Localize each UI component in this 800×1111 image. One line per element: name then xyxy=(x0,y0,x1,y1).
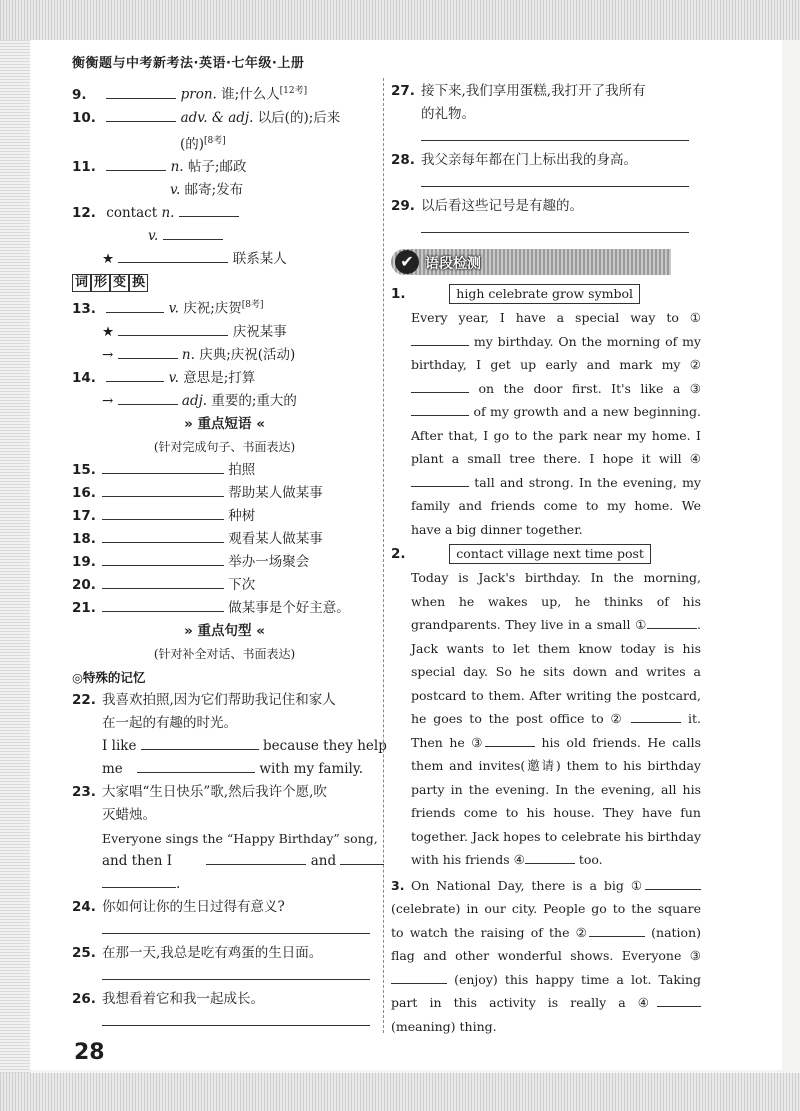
scan-top-band xyxy=(0,0,800,40)
left-column: 9. pron. 谁;什么人[12考] 10. adv. & adj. 以后(的);后来 (的)[8考] 11. n. 帖子;邮政 v. 邮寄;发布 12. contact n. v. ★ 联系某人 词 形 变 换 13. v. 庆祝;庆贺[8考] ★ 庆祝某事 → n. 庆典;庆祝(活动) 14. v. 意思是;打算 → adj. 重要的;重大的 » 重点短语 « (针对完成句子、书面表达) 15. 拍照 16. 帮助某人做某事 17. 种树 18. 观看某人做某事 19. 举办一场聚会 20. 下次 21. 做某事是个好主意。 » 重点句型 « (针对补全对话、书面表达) ◎特殊的记忆 22. 我喜欢拍照,因为它们帮助我记住和家人 在一起的有趣的时光。 I like because they help me with my family. 23. 大家唱“生日快乐”歌,然后我许个愿,吹 灭蜡烛。 Everyone sings the “Happy Birthday” song, and then I and . 24. 你如何让你的生日过得有意义? 25. 在那一天,我总是吃有鸡蛋的生日面。 26. 我想看着它和我一起成长。 xyxy=(72,80,377,1034)
answer-line[interactable] xyxy=(421,218,689,233)
answer-blank[interactable] xyxy=(102,597,224,612)
answer-blank[interactable] xyxy=(645,875,701,890)
arrow-icon: → xyxy=(102,392,114,409)
answer-blank[interactable] xyxy=(118,321,228,336)
item-26: 26. 我想看着它和我一起成长。 xyxy=(72,990,264,1007)
answer-blank[interactable] xyxy=(647,614,697,629)
running-header: 衡衡题与中考新考法·英语·七年级·上册 xyxy=(72,56,305,71)
answer-blank[interactable] xyxy=(206,850,306,865)
phrase-list xyxy=(72,459,377,620)
item-28: 28. 我父亲每年都在门上标出我的身高。 xyxy=(391,152,637,168)
column-divider xyxy=(383,78,384,1033)
answer-line[interactable] xyxy=(102,1011,370,1026)
item-12: 12. contact n. xyxy=(72,202,377,225)
item-13: 13. v. 庆祝;庆贺[8考] xyxy=(72,294,377,321)
answer-blank[interactable] xyxy=(102,482,224,497)
answer-blank[interactable] xyxy=(411,401,469,416)
answer-blank[interactable] xyxy=(102,873,176,888)
sentences-subheading: (针对补全对话、书面表达) xyxy=(153,646,296,661)
answer-blank[interactable] xyxy=(118,344,178,359)
scan-bottom-band xyxy=(0,1073,800,1111)
answer-blank[interactable] xyxy=(106,84,176,99)
item-22: 22. 我喜欢拍照,因为它们帮助我记住和家人 xyxy=(72,691,336,708)
item-14-adj: → adj. 重要的;重大的 xyxy=(72,390,377,413)
item-14: 14. v. 意思是;打算 xyxy=(72,367,377,390)
answer-blank[interactable] xyxy=(106,367,164,382)
answer-blank[interactable] xyxy=(179,202,239,217)
page-number: 28 xyxy=(74,1040,105,1065)
phrase-item: 16. 帮助某人做某事 xyxy=(72,482,377,505)
item-13-phrase: ★ 庆祝某事 xyxy=(72,321,377,344)
answer-blank[interactable] xyxy=(106,107,176,122)
right-column: 27. 接下来,我们享用蛋糕,我打开了我所有 的礼物。 28. 我父亲每年都在门上标出我的身高。 29. 以后看这些记号是有趣的。 ✔ 语段检测 1. high celebrate grow symbol Every year, I have a special way to ① my birthday. On the morning of my birthday, I get up early and mark my ② on the door first. It's like a ③ of my growth and a new beginning. After that, I go to the park near my home. I plant a small tree there. I hope it will ④ tall and strong. In the evening, my family and friends come to my home. We have a big dinner together. 2. contact village next time post Today is Jack's birthday. In the morning, when he wakes up, he thinks of his grandparents. They live in a small ① . Jack wants to let them know today is his special day. So he sits down and writes a postcard to them. After writing the postcard, he goes to the post office to ② it. Then he ③ his old friends. He calls them and invites(邀请) them to his birthday party in the evening. In the evening, all his friends come to his house. They have fun together. Jack hopes to celebrate his birthday with his friends ④ too. 3. On National Day, there is a big ① (celebrate) in our city. People go to the square to watch the raising of the ② (nation) flag and other wonderful shows. Everyone ③ (enjoy) this happy time a lot. Taking part in this activity is really a ④ (meaning) thing. xyxy=(391,80,701,1038)
star-icon: ★ xyxy=(102,251,115,267)
word-form-tag: 词 形 变 换 xyxy=(72,271,377,294)
answer-blank[interactable] xyxy=(102,528,224,543)
arrow-icon: → xyxy=(102,346,114,363)
item-29: 29. 以后看这些记号是有趣的。 xyxy=(391,198,583,214)
answer-blank[interactable] xyxy=(102,459,224,474)
answer-line[interactable] xyxy=(102,919,370,934)
section-title: 语段检测 xyxy=(425,256,481,272)
answer-blank[interactable] xyxy=(411,331,469,346)
phrases-heading: » 重点短语 « xyxy=(184,415,265,432)
answer-blank[interactable] xyxy=(102,551,224,566)
answer-blank[interactable] xyxy=(391,969,447,984)
scan-left-band xyxy=(0,40,30,1073)
star-icon: ★ xyxy=(102,323,115,340)
passage-1: 1. high celebrate grow symbol Every year, I have a special way to ① my birthday. On the morning of my birthday, I get up early and mark my ② on the door first. It's like a ③ of my growth and a new beginning. After that, I go to the park near my home. I plant a small tree there. I hope it will ④ tall and strong. In the evening, my family and friends come to my home. We have a big dinner together. xyxy=(391,286,701,537)
answer-line[interactable] xyxy=(102,965,370,980)
phrases-subheading: (针对完成句子、书面表达) xyxy=(153,439,296,454)
answer-blank[interactable] xyxy=(118,248,228,263)
answer-blank[interactable] xyxy=(631,708,681,723)
answer-blank[interactable] xyxy=(485,732,535,747)
sentences-heading: » 重点句型 « xyxy=(184,622,265,639)
answer-blank[interactable] xyxy=(411,378,469,393)
section-banner xyxy=(391,247,701,277)
phrase-item: 15. 拍照 xyxy=(72,459,377,482)
word-bank: high celebrate grow symbol xyxy=(449,284,640,304)
check-icon: ✔ xyxy=(395,250,419,274)
item-9: 9. pron. 谁;什么人[12考] xyxy=(72,80,377,107)
answer-blank[interactable] xyxy=(340,850,384,865)
item-13-noun: → n. 庆典;庆祝(活动) xyxy=(72,344,377,367)
item-25: 25. 在那一天,我总是吃有鸡蛋的生日面。 xyxy=(72,944,323,961)
answer-line[interactable] xyxy=(421,172,689,187)
answer-blank[interactable] xyxy=(657,992,701,1007)
item-23: 23. 大家唱“生日快乐”歌,然后我许个愿,吹 xyxy=(72,783,327,800)
phrase-item: 17. 种树 xyxy=(72,505,377,528)
answer-blank[interactable] xyxy=(163,225,223,240)
answer-blank[interactable] xyxy=(106,156,166,171)
item-11-cont: v. 邮寄;发布 xyxy=(170,182,244,198)
answer-blank[interactable] xyxy=(525,849,575,864)
phrase-item: 18. 观看某人做某事 xyxy=(72,528,377,551)
answer-blank[interactable] xyxy=(411,472,469,487)
word-bank: contact village next time post xyxy=(449,544,651,564)
item-12-phrase: ★ 联系某人 xyxy=(72,248,377,271)
answer-blank[interactable] xyxy=(102,574,224,589)
answer-blank[interactable] xyxy=(141,735,259,750)
passage-2: 2. contact village next time post Today is Jack's birthday. In the morning, when he wakes up, he thinks of his grandparents. They live in a small ① . Jack wants to let them know today is his special day. So he sits down and writes a postcard to them. After writing the postcard, he goes to the post office to ② it. Then he ③ his old friends. He calls them and invites(邀请) them to his birthday party in the evening. In the evening, all his friends come to his house. They have fun together. Jack hopes to celebrate his birthday with his friends ④ too. xyxy=(391,546,702,867)
answer-blank[interactable] xyxy=(102,505,224,520)
passage-3: 3. On National Day, there is a big ① (celebrate) in our city. People go to the square to watch the raising of the ② (nation) flag and other wonderful shows. Everyone ③ (enjoy) this happy time a lot. Taking part in this activity is really a ④ (meaning) thing. xyxy=(391,874,701,1039)
answer-blank[interactable] xyxy=(118,390,178,405)
answer-blank[interactable] xyxy=(137,758,255,773)
item-10-cont: (的)[8考] xyxy=(180,135,226,152)
item-27: 27. 接下来,我们享用蛋糕,我打开了我所有 xyxy=(391,83,646,99)
special-memory-label: ◎特殊的记忆 xyxy=(72,669,146,685)
answer-blank[interactable] xyxy=(106,298,164,313)
answer-blank[interactable] xyxy=(589,922,645,937)
item-10: 10. adv. & adj. 以后(的);后来 xyxy=(72,107,377,130)
phrase-item: 21. 做某事是个好主意。 xyxy=(72,597,377,620)
item-24: 24. 你如何让你的生日过得有意义? xyxy=(72,898,285,915)
phrase-item: 19. 举办一场聚会 xyxy=(72,551,377,574)
phrase-item: 20. 下次 xyxy=(72,574,377,597)
answer-line[interactable] xyxy=(421,126,689,141)
item-11: 11. n. 帖子;邮政 xyxy=(72,156,377,179)
item-12-cont: v. xyxy=(72,225,377,248)
